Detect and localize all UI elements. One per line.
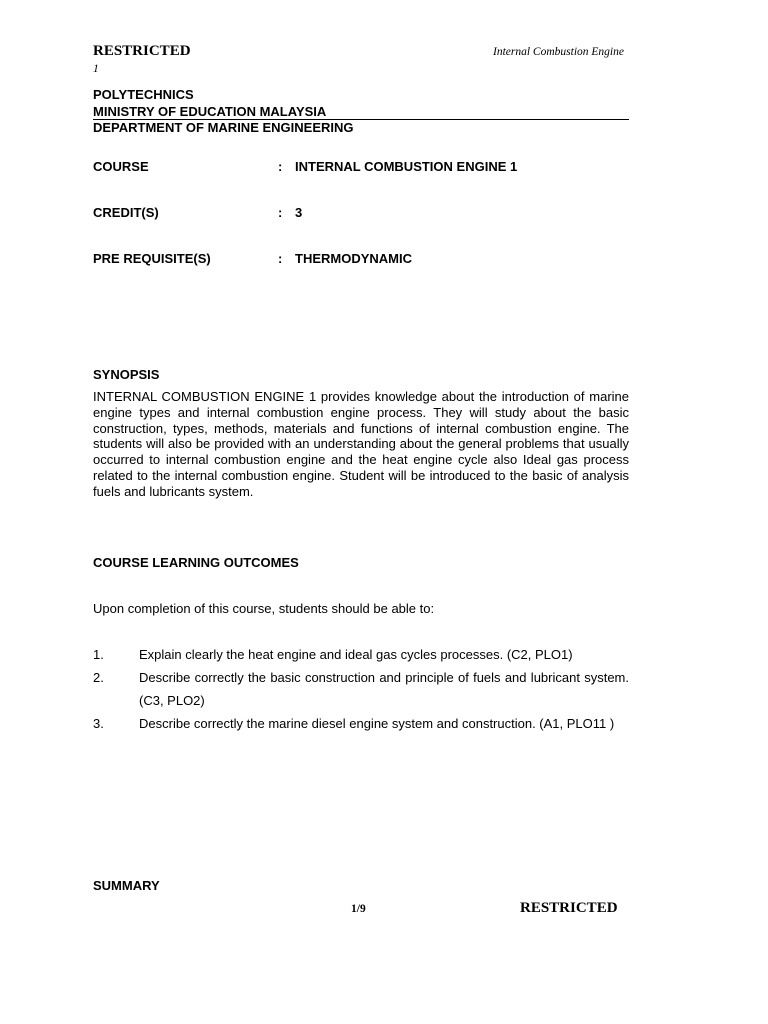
page-indicator: 1/9 xyxy=(351,903,366,915)
outcome-number: 2. xyxy=(93,670,104,685)
prerequisites-separator: : xyxy=(278,251,283,266)
outcome-item xyxy=(93,667,629,712)
credits-label: CREDIT(S) xyxy=(93,205,159,220)
course-label: COURSE xyxy=(93,159,149,174)
page-marker: 1 xyxy=(93,63,99,75)
organization-line-3: DEPARTMENT OF MARINE ENGINEERING xyxy=(93,120,354,135)
outcome-text: Describe correctly the marine diesel engine system and construction. (A1, PLO11 ) xyxy=(139,716,615,731)
learning-outcomes-intro: Upon completion of this course, students should be able to: xyxy=(93,601,435,616)
document-title-header: Internal Combustion Engine xyxy=(493,46,624,58)
organization-line-1: POLYTECHNICS xyxy=(93,87,194,102)
header-divider xyxy=(93,119,629,120)
prerequisites-label: PRE REQUISITE(S) xyxy=(93,251,211,266)
outcome-number: 1. xyxy=(93,647,104,662)
credits-row xyxy=(93,205,629,223)
organization-line-2: MINISTRY OF EDUCATION MALAYSIA xyxy=(93,103,327,119)
outcome-text: Describe correctly the basic construction and principle of fuels and lubricant system. (C3, PLO2) xyxy=(139,670,629,708)
learning-outcomes-heading: COURSE LEARNING OUTCOMES xyxy=(93,555,299,570)
outcome-text: Explain clearly the heat engine and ideal gas cycles processes. (C2, PLO1) xyxy=(139,647,573,662)
credits-separator: : xyxy=(278,205,283,220)
outcome-item xyxy=(93,644,629,667)
synopsis-heading: SYNOPSIS xyxy=(93,367,160,382)
outcome-number: 3. xyxy=(93,716,104,731)
classification-footer: RESTRICTED xyxy=(520,900,618,916)
prerequisites-value: THERMODYNAMIC xyxy=(295,251,412,266)
prerequisites-row xyxy=(93,251,629,269)
outcome-item xyxy=(93,713,629,736)
organization-block xyxy=(93,87,629,137)
credits-value: 3 xyxy=(295,205,303,220)
classification-header: RESTRICTED xyxy=(93,43,191,59)
summary-heading: SUMMARY xyxy=(93,878,160,893)
course-row xyxy=(93,159,629,177)
synopsis-paragraph: INTERNAL COMBUSTION ENGINE 1 provides knowledge about the introduction of marine engine types and internal combustion engine process. They will study about the basic construction, types, methods, materials and functions of internal combustion engine. The students will also be provided with an understanding about the general problems that usually occurred to internal combustion engine and the heat engine cycle also Ideal gas process related to the internal combustion engine. Student will be introduced to the basic of analysis fuels and lubricants system. xyxy=(93,389,629,499)
course-value: INTERNAL COMBUSTION ENGINE 1 xyxy=(295,159,518,174)
course-separator: : xyxy=(278,159,283,174)
